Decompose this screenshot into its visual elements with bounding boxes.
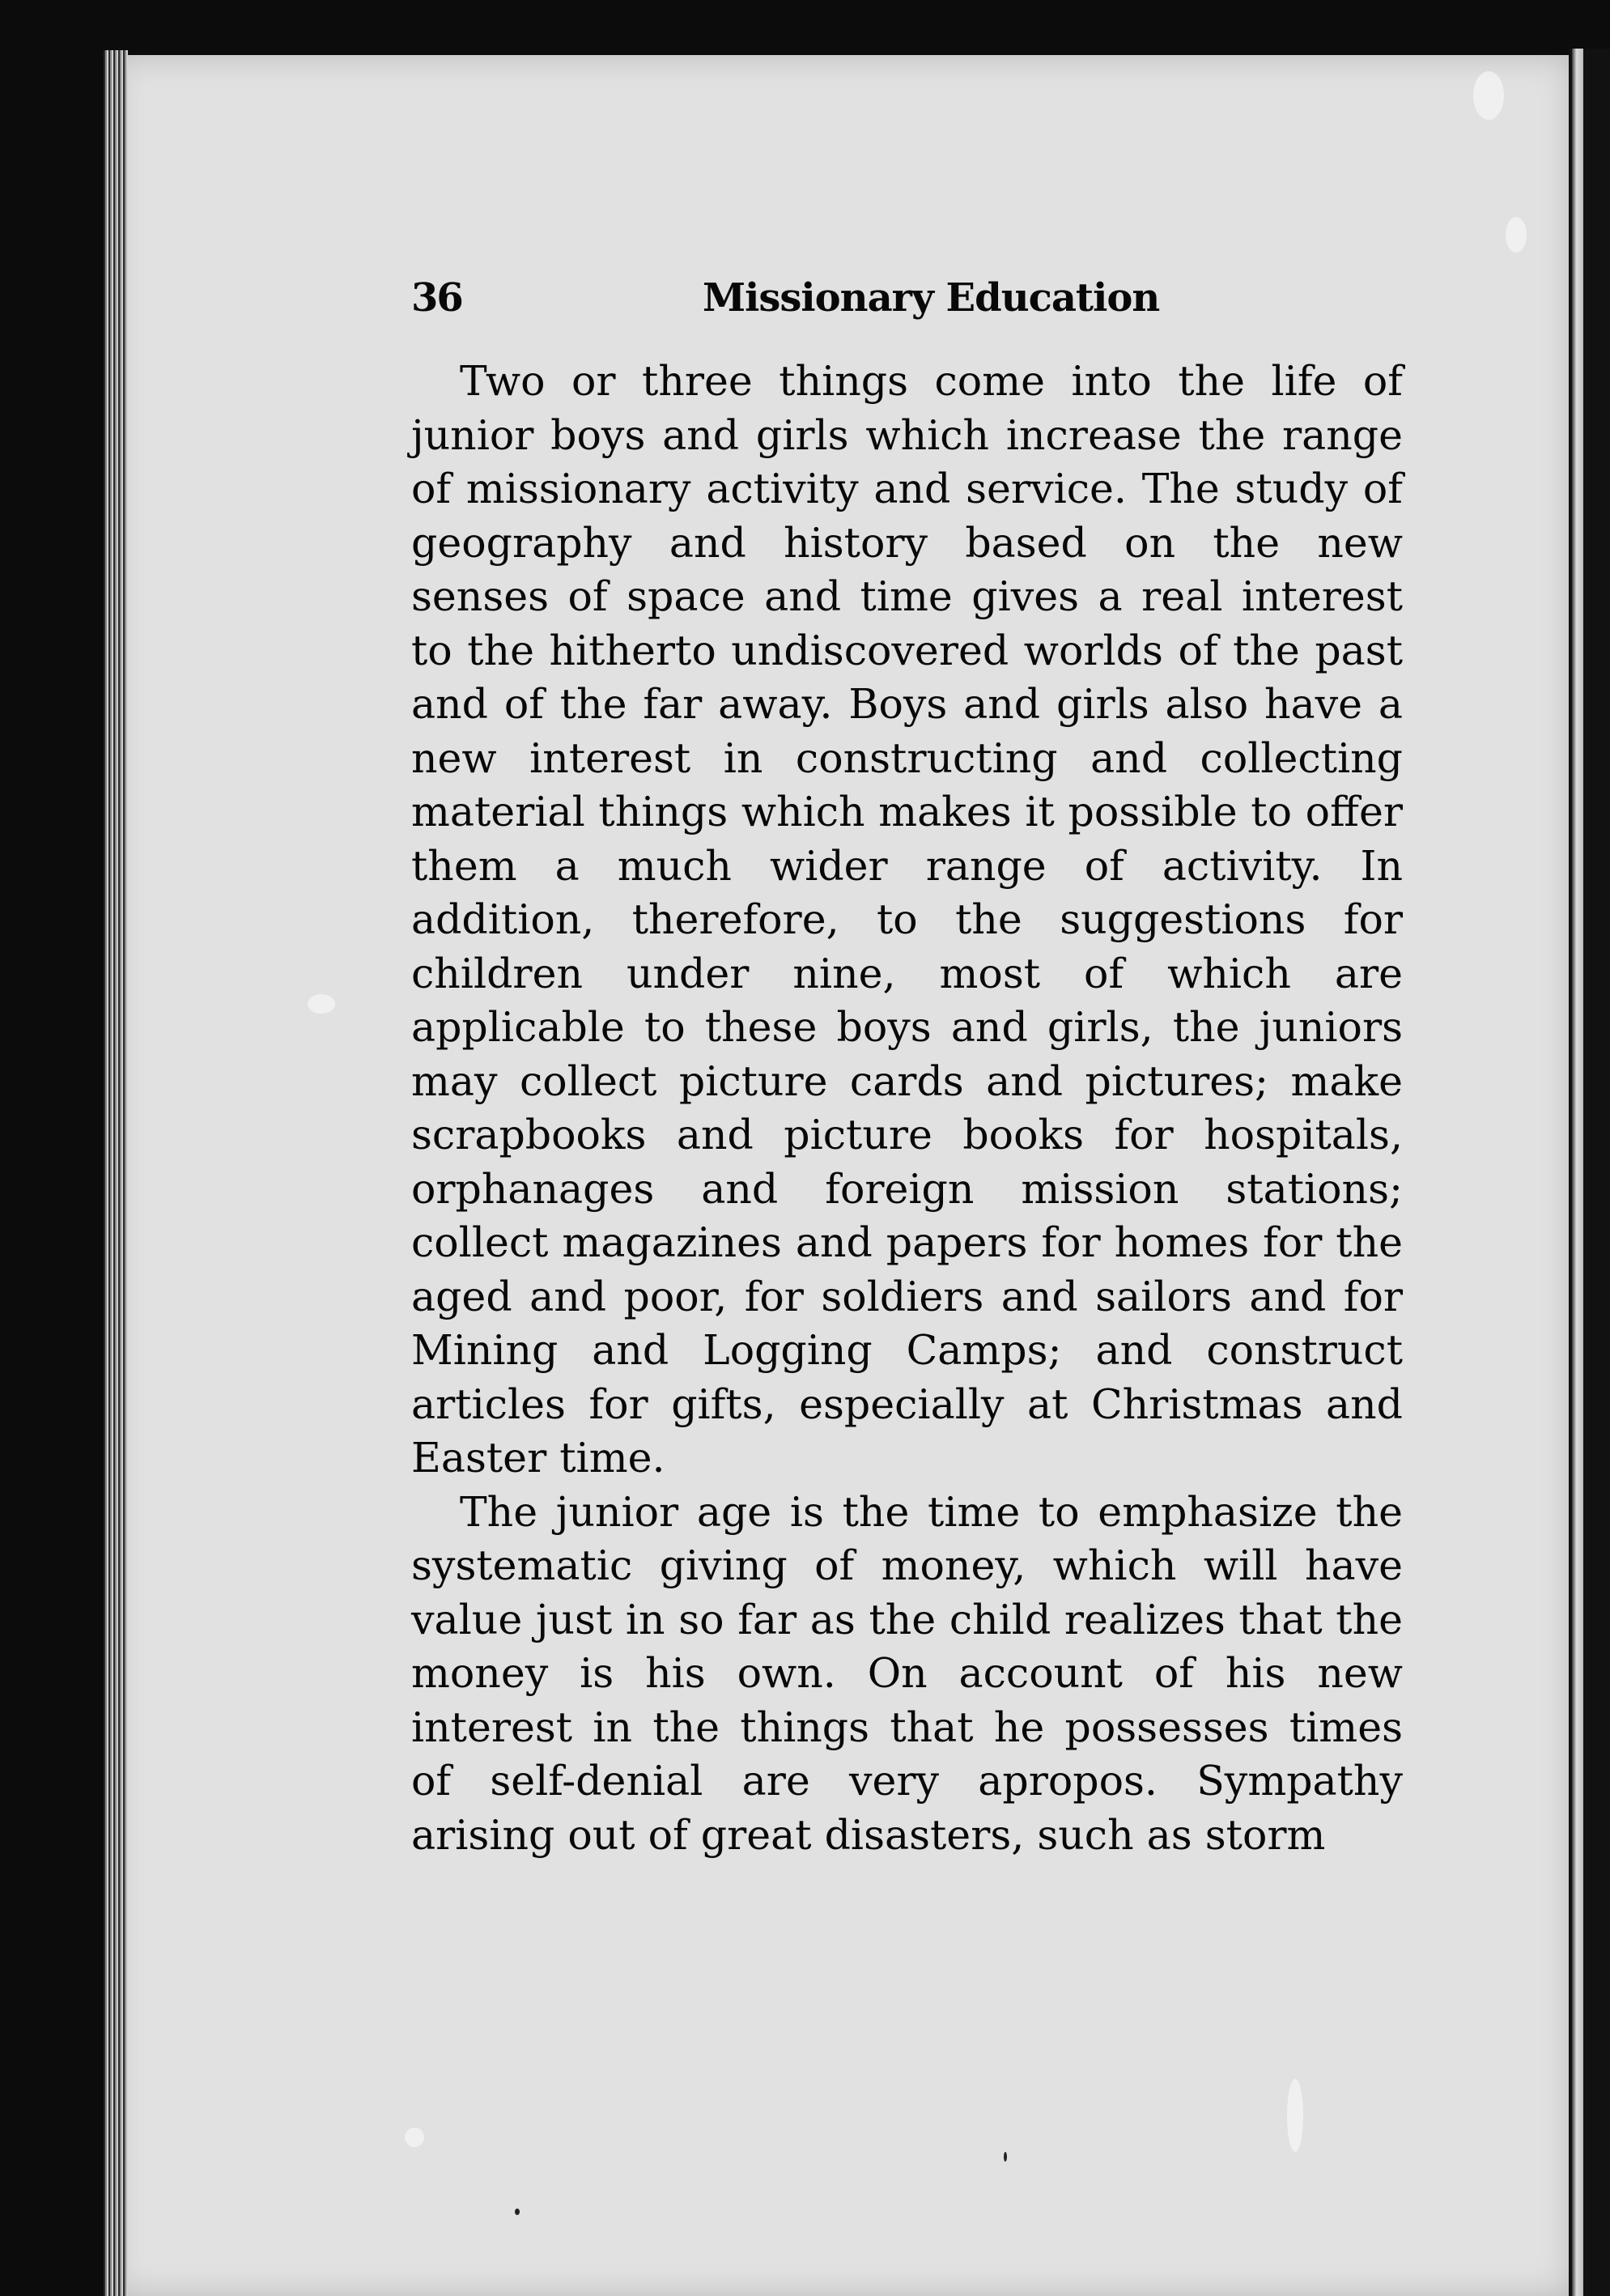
paragraph: Two or three things come into the life of junior boys and girls which increase the range of missionary activity and service. The study of geography and history based on the new senses of space and time gives a real interest to the hitherto undiscovered worlds of the past and of the far away. Boys and girls also have a new interest in constructing and collecting material things which makes it possible to offer them a much wider range of activity. In addition, therefore, to the suggestions for children under nine, most of which are applicable to these boys and girls, the juniors may collect picture cards and pictures; make scrapbooks and picture books for hospitals, orphanages and foreign mission stations; collect magazines and papers for homes for the aged and poor, for soldiers and sailors and for Mining and Logging Camps; and construct articles for gifts, especially at Christmas and Easter time. xyxy=(411,357,1403,1482)
dust-mark xyxy=(1004,2152,1007,2162)
running-head: Missionary Education xyxy=(703,275,1160,321)
paper-speck xyxy=(1287,2079,1303,2152)
paper-speck xyxy=(1473,71,1504,120)
paper-speck xyxy=(405,2128,424,2147)
text-block xyxy=(411,267,1403,1862)
paragraph: The junior age is the time to emphasize the systematic giving of money, which will have value just in so far as the child realizes that the money is his own. On account of his new interest in the things that he possesses times of self-denial are very apropos. Sympathy arising out of great disasters, such as storm xyxy=(411,1487,1403,1859)
paper-speck xyxy=(1506,217,1527,253)
page-number: 36 xyxy=(411,275,462,321)
paper-speck xyxy=(308,994,335,1014)
page-header xyxy=(411,267,1403,332)
right-page-strip xyxy=(1572,49,1583,2296)
page-binding-edge xyxy=(104,50,128,2296)
dust-mark xyxy=(515,2209,520,2215)
